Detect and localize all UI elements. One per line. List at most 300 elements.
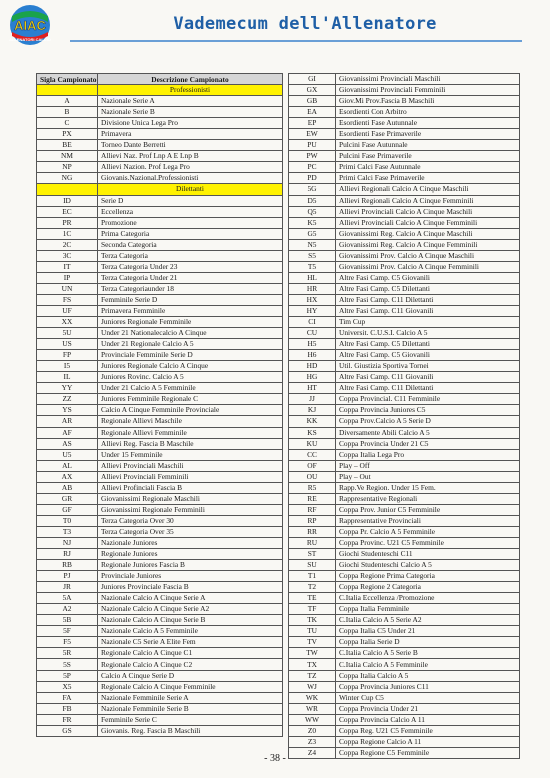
championship-code: WJ [289,681,336,692]
table-row [289,195,520,206]
table-row [37,305,283,316]
championship-description: Giovanissimi Regionale Maschili [98,493,283,504]
page-number: - 38 - [264,753,286,764]
col-header-code: Sigla Campionato [37,74,98,85]
table-row [37,173,283,184]
header-divider [70,40,522,42]
championship-description: Under 21 Regionale Calcio A 5 [98,339,283,350]
championship-description: Esordienti Fase Primaverile [336,129,520,140]
championship-description: Juniores Regionale Femminile [98,317,283,328]
championship-code: 5S [37,659,98,670]
championship-code: JJ [289,394,336,405]
table-row [289,526,520,537]
table-row [37,328,283,339]
championship-description: Giovanissimi Prov. Calcio A Cinque Femminili [336,261,520,272]
championship-description: Prima Categoria [98,228,283,239]
table-row [289,703,520,714]
championship-code: A [37,96,98,107]
championship-description: Coppa Italia Lega Pro [336,449,520,460]
championship-code: R5 [289,482,336,493]
championship-code: WR [289,703,336,714]
table-row [37,549,283,560]
championship-description: Allievi Naz. Prof Lnp A E Lnp B [98,151,283,162]
championship-code: YS [37,405,98,416]
championship-code: HR [289,283,336,294]
table-row [37,294,283,305]
table-row [289,350,520,361]
championship-code: Q5 [289,206,336,217]
table-row [289,217,520,228]
championship-code: ZZ [37,394,98,405]
championship-code: CI [289,317,336,328]
championship-description: Altre Fasi Camp. C11 Dilettanti [336,383,520,394]
championship-description: Play – Out [336,471,520,482]
table-row [289,714,520,725]
table-row [289,394,520,405]
right-table-body [289,74,520,759]
championship-description: Allievi Provinciali Maschili [98,460,283,471]
championship-description: Coppa Regione 2 Categoria [336,582,520,593]
table-row [289,383,520,394]
championship-code: F5 [37,637,98,648]
championship-description: Winter Cup C5 [336,692,520,703]
championship-description: Coppa Provincia Under 21 [336,703,520,714]
table-row [289,96,520,107]
championship-code: TV [289,637,336,648]
championship-code: AB [37,482,98,493]
championship-description: Diversamente Abili Calcio A 5 [336,427,520,438]
championship-description: Primi Calci Fase Primaverile [336,173,520,184]
table-row [289,228,520,239]
championship-code: GX [289,85,336,96]
table-row [289,107,520,118]
championship-description: Coppa Provincia Juniores C11 [336,681,520,692]
table-row [37,604,283,615]
championship-code: EP [289,118,336,129]
table-row [37,725,283,736]
championship-code: T3 [37,526,98,537]
championship-description: Nazionale Serie B [98,107,283,118]
championship-description: Giochi Studenteschi C11 [336,549,520,560]
table-row [37,615,283,626]
championship-code: 5A [37,593,98,604]
championship-description: Juniores Regionale Calcio A Cinque [98,361,283,372]
championship-description: Altre Fasi Camp. C5 Giovanili [336,350,520,361]
table-row [289,294,520,305]
championship-code: 5B [37,615,98,626]
championship-description: Primavera [98,129,283,140]
table-row [37,195,283,206]
table-row [37,560,283,571]
championship-description: Giovanis.Nazional.Professionisti [98,173,283,184]
table-row [289,173,520,184]
championship-description: Altre Fasi Camp. C5 Giovanili [336,272,520,283]
championship-code: RU [289,537,336,548]
table-row [289,560,520,571]
championship-description: Giovanissimi Provinciali Femminili [336,85,520,96]
table-row [289,74,520,85]
table-row [289,670,520,681]
championship-code: NG [37,173,98,184]
table-row [37,659,283,670]
table-row [289,692,520,703]
championship-code: HD [289,361,336,372]
championship-description: C.Italia Calcio A 5 Femminile [336,659,520,670]
championship-code: A2 [37,604,98,615]
championship-description: Giovanis. Reg. Fascia B Maschili [98,725,283,736]
table-row [289,283,520,294]
table-row [37,670,283,681]
championship-description: Altre Fasi Camp. C11 Giovanili [336,305,520,316]
championship-description: Primavera Femminile [98,305,283,316]
championship-code: KS [289,427,336,438]
table-row [37,582,283,593]
championship-description: Terza Categoriaunder 18 [98,283,283,294]
championship-code: X5 [37,681,98,692]
table-row [289,582,520,593]
table-row [37,626,283,637]
championship-code: IL [37,372,98,383]
championship-code: TZ [289,670,336,681]
championship-code: ID [37,195,98,206]
table-row [289,482,520,493]
championship-code: WW [289,714,336,725]
championship-code: U5 [37,449,98,460]
championship-description: Coppa Provinc. U21 C5 Femminile [336,537,520,548]
championship-code: GI [289,74,336,85]
championship-description: Terza Categoria Over 30 [98,515,283,526]
table-row [37,427,283,438]
championship-description: Esordienti Fase Autunnale [336,118,520,129]
table-row [289,549,520,560]
championship-code: YY [37,383,98,394]
championship-description: Coppa Italia Calcio A 5 [336,670,520,681]
championship-code: D5 [289,195,336,206]
championship-description: Allievi Reg. Fascia B Maschile [98,438,283,449]
championship-description: Nazionale Femminile Serie B [98,703,283,714]
table-row [289,537,520,548]
table-row [289,725,520,736]
table-row [289,438,520,449]
championship-code: T5 [289,261,336,272]
championship-code: IP [37,272,98,283]
table-row [37,372,283,383]
championship-code: 2C [37,239,98,250]
table-row [289,615,520,626]
championship-code: RJ [37,549,98,560]
championship-description: Nazionale Calcio A Cinque Serie A [98,593,283,604]
championship-code: RR [289,526,336,537]
championship-description: Coppa Italia C5 Under 21 [336,626,520,637]
championship-code: Z0 [289,725,336,736]
championship-code: EC [37,206,98,217]
table-row [37,537,283,548]
championship-description: Regionale Calcio A Cinque C2 [98,659,283,670]
table-row [289,305,520,316]
section-spacer [37,184,98,195]
championship-code: N5 [289,239,336,250]
table-row [37,493,283,504]
championship-code: NP [37,162,98,173]
championship-code: FS [37,294,98,305]
championship-code: RP [289,515,336,526]
table-row [289,151,520,162]
championship-description: Pulcini Fase Autunnale [336,140,520,151]
championship-code: FA [37,692,98,703]
table-row [289,604,520,615]
table-row [37,339,283,350]
table-row [37,350,283,361]
championship-description: C.Italia Eccellenza /Promozione [336,593,520,604]
championship-description: Divisione Unica Lega Pro [98,118,283,129]
championship-description: Regionale Juniores [98,549,283,560]
championship-code: TE [289,593,336,604]
table-row [37,438,283,449]
championship-description: Regionale Calcio A Cinque Femminile [98,681,283,692]
championship-code: TF [289,604,336,615]
championship-code: Z3 [289,736,336,747]
table-row [289,339,520,350]
championship-description: Rappresentative Provinciali [336,515,520,526]
table-row [289,140,520,151]
championship-description: Giovanissimi Regionale Femminili [98,504,283,515]
championship-description: Giochi Studenteschi Calcio A 5 [336,560,520,571]
championship-code: ST [289,549,336,560]
championship-description: Coppa Regione C5 Femminile [336,747,520,758]
table-row [289,681,520,692]
championship-code: HY [289,305,336,316]
championship-code: 5F [37,626,98,637]
table-row [37,96,283,107]
championship-description: Allievi Regionali Calcio A Cinque Femminili [336,195,520,206]
table-row [37,129,283,140]
championship-code: NM [37,151,98,162]
table-row [289,328,520,339]
championship-description: Serie D [98,195,283,206]
table-row [289,648,520,659]
table-row [37,571,283,582]
championship-code: HG [289,372,336,383]
championship-code: FP [37,350,98,361]
table-row [289,361,520,372]
table-row [37,405,283,416]
championship-code: OF [289,460,336,471]
championship-description: Coppa Provincia Calcio A 11 [336,714,520,725]
championship-code: 5G [289,184,336,195]
championship-code: UN [37,283,98,294]
championship-code: TX [289,659,336,670]
table-row [289,659,520,670]
championship-description: Juniores Rovinc. Calcio A 5 [98,372,283,383]
championship-description: Altre Fasi Camp. C11 Giovanili [336,372,520,383]
table-row [289,405,520,416]
championship-code: OU [289,471,336,482]
championship-description: Regionale Allievi Femminile [98,427,283,438]
table-row [289,272,520,283]
championship-code: H6 [289,350,336,361]
championship-description: Regionale Allievi Maschile [98,416,283,427]
section-spacer [37,85,98,96]
table-row [37,228,283,239]
table-row [289,471,520,482]
championship-description: Nazionale C5 Serie A Elite Fem [98,637,283,648]
championship-code: NJ [37,537,98,548]
championship-code: AS [37,438,98,449]
championship-description: Nazionale Juniores [98,537,283,548]
championship-description: Eccellenza [98,206,283,217]
championship-code: PJ [37,571,98,582]
left-championship-table [36,73,283,737]
right-championship-table [288,73,520,759]
championship-description: Torneo Dante Berretti [98,140,283,151]
championship-description: Calcio A Cinque Femminile Provinciale [98,405,283,416]
championship-code: C [37,118,98,129]
championship-description: Coppa Provincia Juniores C5 [336,405,520,416]
championship-description: Allievi Provinciali Calcio A Cinque Maschili [336,206,520,217]
championship-code: RB [37,560,98,571]
table-row [37,261,283,272]
championship-code: BE [37,140,98,151]
championship-code: Z4 [289,747,336,758]
championship-description: Terza Categoria Under 23 [98,261,283,272]
championship-description: Coppa Reg. U21 C5 Femminile [336,725,520,736]
championship-code: 5R [37,648,98,659]
championship-code: CC [289,449,336,460]
championship-description: Util. Giustizia Sportiva Tornei [336,361,520,372]
table-row [289,460,520,471]
table-row [289,250,520,261]
championship-code: K5 [289,217,336,228]
table-row [289,372,520,383]
table-row [37,416,283,427]
section-label: Professionisti [98,85,283,96]
table-row [37,151,283,162]
championship-code: PD [289,173,336,184]
championship-description: Nazionale Serie A [98,96,283,107]
championship-code: TU [289,626,336,637]
championship-code: AX [37,471,98,482]
championship-code: GR [37,493,98,504]
championship-description: Coppa Prov.Calcio A 5 Serie D [336,416,520,427]
table-row [37,526,283,537]
championship-description: Coppa Provincia Under 21 C5 [336,438,520,449]
championship-description: Coppa Regione Calcio A 11 [336,736,520,747]
table-row [289,504,520,515]
championship-description: Coppa Prov. Junior C5 Femminile [336,504,520,515]
championship-code: GS [37,725,98,736]
championship-description: Play – Off [336,460,520,471]
championship-description: Giovanissimi Prov. Calcio A Cinque Maschili [336,250,520,261]
championship-description: Altre Fasi Camp. C11 Dilettanti [336,294,520,305]
table-row [37,383,283,394]
championship-code: HL [289,272,336,283]
championship-description: Under 15 Femminile [98,449,283,460]
championship-code: RE [289,493,336,504]
championship-description: C.Italia Calcio A 5 Serie A2 [336,615,520,626]
table-row [37,692,283,703]
championship-code: T2 [289,582,336,593]
championship-description: Esordienti Con Arbitro [336,107,520,118]
table-row [37,140,283,151]
table-row [289,626,520,637]
championship-description: Promozione [98,217,283,228]
championship-description: Provinciale Juniores [98,571,283,582]
championship-description: C.Italia Calcio A 5 Serie B [336,648,520,659]
championship-code: KK [289,416,336,427]
championship-description: Juniores Femminile Regionale C [98,394,283,405]
table-row [289,493,520,504]
championship-code: AF [37,427,98,438]
championship-code: 3C [37,250,98,261]
championship-code: FB [37,703,98,714]
championship-code: PX [37,129,98,140]
championship-code: CU [289,328,336,339]
table-row [37,162,283,173]
championship-description: Seconda Categoria [98,239,283,250]
championship-code: AR [37,416,98,427]
championship-description: Calcio A Cinque Serie D [98,670,283,681]
championship-description: Terza Categoria Over 35 [98,526,283,537]
championship-code: IT [37,261,98,272]
championship-code: KJ [289,405,336,416]
championship-code: I5 [37,361,98,372]
championship-code: WK [289,692,336,703]
championship-description: Giovanissimi Reg. Calcio A Cinque Femminili [336,239,520,250]
table-row [289,593,520,604]
championship-description: Juniores Provinciale Fascia B [98,582,283,593]
championship-code: 5U [37,328,98,339]
championship-code: S5 [289,250,336,261]
championship-description: Allievi Regionali Calcio A Cinque Maschili [336,184,520,195]
table-row [37,681,283,692]
table-row [289,129,520,140]
championship-code: B [37,107,98,118]
championship-description: Allievi Provinciali Femminili [98,471,283,482]
table-row [289,118,520,129]
table-row [289,416,520,427]
championship-code: 5P [37,670,98,681]
table-row [289,239,520,250]
col-header-description: Descrizione Campionato [98,74,283,85]
championship-description: Provinciale Femminile Serie D [98,350,283,361]
championship-code: RF [289,504,336,515]
championship-description: Coppa Italia Femminile [336,604,520,615]
page-title: Vademecum dell'Allenatore [173,14,437,34]
table-row [37,504,283,515]
table-row [37,250,283,261]
championship-description: Rapp.Ve Region. Under 15 Fem. [336,482,520,493]
svg-text:ALLENATORI CALCIO: ALLENATORI CALCIO [9,37,51,42]
championship-description: Nazionale Calcio A Cinque Serie B [98,615,283,626]
svg-text:AIAC: AIAC [14,18,46,33]
table-row [37,317,283,328]
section-label: Dilettanti [98,184,283,195]
championship-code: TK [289,615,336,626]
championship-description: Nazionale Calcio A 5 Femminile [98,626,283,637]
championship-code: H5 [289,339,336,350]
championship-description: Universit. C.U.S.I. Calcio A 5 [336,328,520,339]
championship-description: Coppa Regione Prima Categoria [336,571,520,582]
table-row [37,394,283,405]
championship-code: JR [37,582,98,593]
table-row [37,272,283,283]
championship-code: AL [37,460,98,471]
championship-description: Giovanissimi Reg. Calcio A Cinque Maschili [336,228,520,239]
championship-code: HX [289,294,336,305]
championship-description: Femminile Serie D [98,294,283,305]
championship-code: SU [289,560,336,571]
table-row [289,427,520,438]
